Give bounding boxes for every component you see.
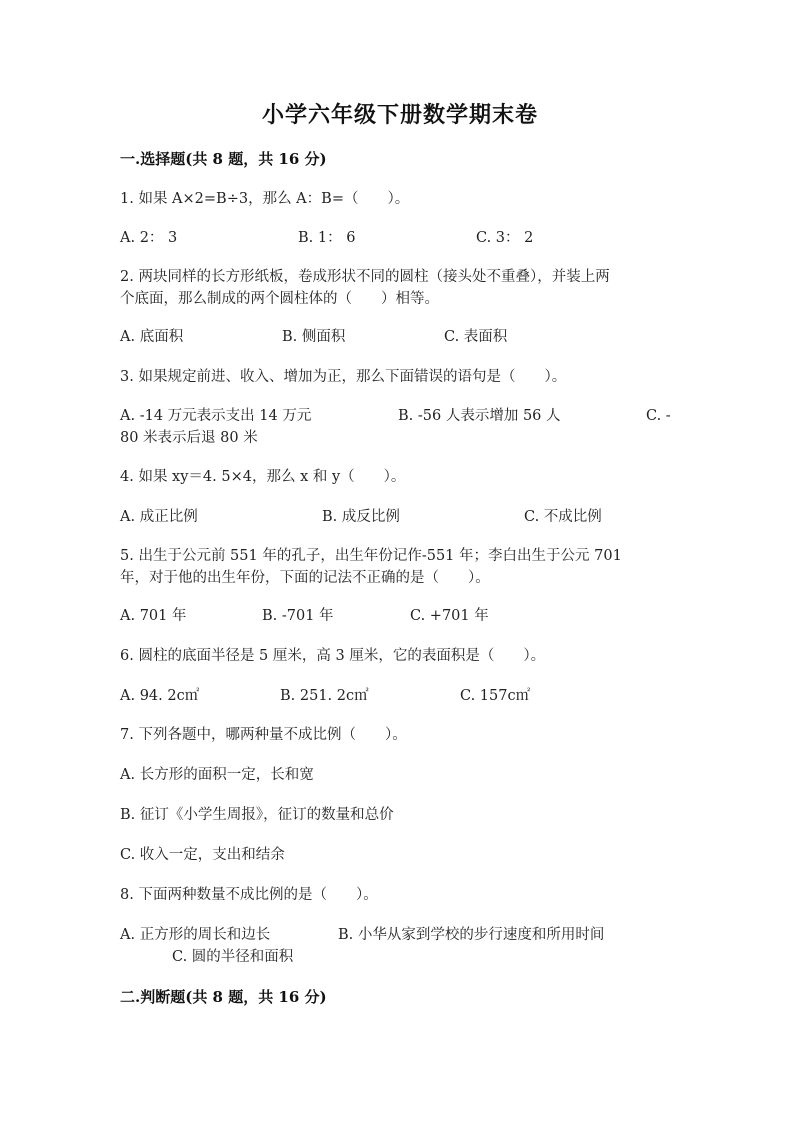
- question-4-option-b: B. 成反比例: [322, 509, 400, 525]
- question-3-option-c-continued: 80 米表示后退 80 米: [120, 430, 258, 446]
- question-8-text: 8. 下面两种数量不成比例的是（ ）。: [120, 887, 378, 903]
- question-4-text: 4. 如果 xy＝4. 5×4，那么 x 和 y（ ）。: [120, 469, 406, 485]
- question-2-text-line-1: 2. 两块同样的长方形纸板，卷成形状不同的圆柱（接头处不重叠），并装上两: [120, 269, 610, 285]
- question-5-option-a: A. 701 年: [120, 608, 187, 624]
- question-6-option-a: A. 94. 2c㎡: [120, 688, 200, 704]
- question-5-text-line-2: 年，对于他的出生年份，下面的记法不正确的是（ ）。: [120, 570, 490, 586]
- question-3-option-b: B. -56 人表示增加 56 人: [398, 408, 561, 424]
- question-2-option-c: C. 表面积: [444, 329, 508, 345]
- question-4-option-c: C. 不成比例: [524, 509, 602, 525]
- question-7-option-b: B. 征订《小学生周报》，征订的数量和总价: [120, 807, 394, 823]
- question-3-option-a: A. -14 万元表示支出 14 万元: [120, 408, 312, 424]
- question-2-option-a: A. 底面积: [120, 329, 184, 345]
- question-1-text: 1. 如果 A×2=B÷3，那么 A：B=（ ）。: [120, 191, 410, 207]
- question-1-option-a: A. 2： 3: [120, 230, 178, 246]
- question-1-option-b: B. 1： 6: [298, 230, 356, 246]
- question-6-option-b: B. 251. 2c㎡: [280, 688, 369, 704]
- question-3-text: 3. 如果规定前进、收入、增加为正，那么下面错误的语句是（ ）。: [120, 369, 567, 385]
- exam-title: 小学六年级下册数学期末卷: [261, 102, 538, 128]
- question-6-text: 6. 圆柱的底面半径是 5 厘米，高 3 厘米，它的表面积是（ ）。: [120, 648, 546, 664]
- question-5-text-line-1: 5. 出生于公元前 551 年的孔子，出生年份记作-551 年；李白出生于公元 701: [120, 548, 622, 564]
- question-8-option-b: B. 小华从家到学校的步行速度和所用时间: [338, 927, 605, 943]
- question-2-option-b: B. 侧面积: [282, 329, 346, 345]
- question-7-option-a: A. 长方形的面积一定，长和宽: [120, 767, 314, 783]
- question-8-option-a: A. 正方形的周长和边长: [120, 927, 271, 943]
- question-8-option-c: C. 圆的半径和面积: [172, 949, 294, 965]
- section-heading-judgement: 二.判断题(共 8 题，共 16 分): [120, 988, 327, 1006]
- question-4-option-a: A. 成正比例: [120, 509, 198, 525]
- question-6-option-c: C. 157c㎡: [460, 688, 531, 704]
- question-3-option-c: C. -: [646, 408, 671, 424]
- question-2-text-line-2: 个底面，那么制成的两个圆柱体的（ ）相等。: [120, 291, 439, 307]
- question-5-option-b: B. -701 年: [262, 608, 334, 624]
- question-5-option-c: C. +701 年: [410, 608, 489, 624]
- question-7-option-c: C. 收入一定，支出和结余: [120, 847, 285, 863]
- question-7-text: 7. 下列各题中，哪两种量不成比例（ ）。: [120, 727, 407, 743]
- section-heading-choice: 一.选择题(共 8 题，共 16 分): [120, 150, 327, 168]
- question-1-option-c: C. 3： 2: [476, 230, 534, 246]
